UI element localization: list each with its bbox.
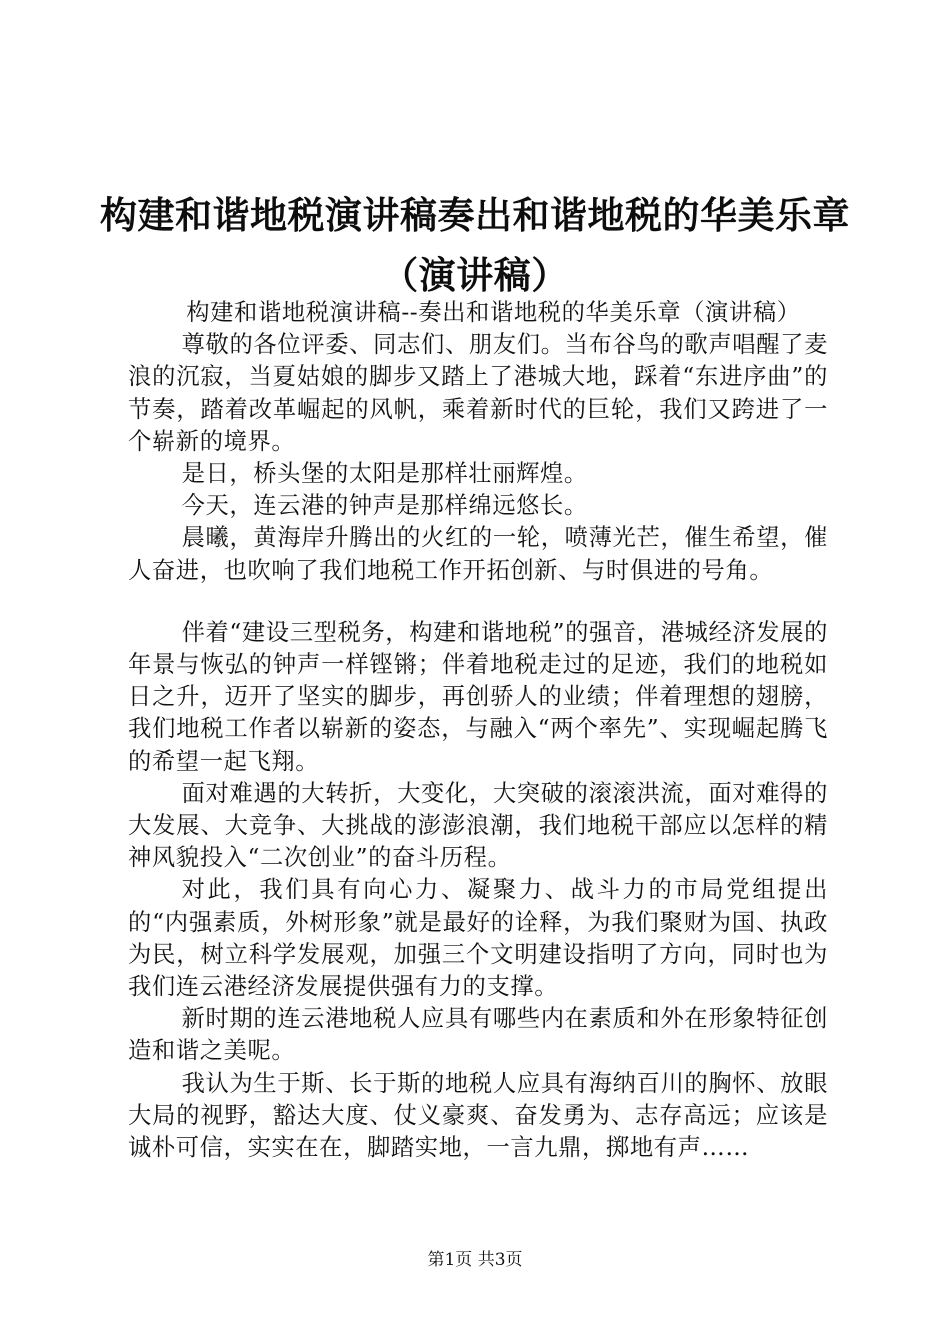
paragraph: 伴着“建设三型税务，构建和谐地税”的强音，港城经济发展的年景与恢弘的钟声一样铿锵；伴着地税走过的足迹，我们的地税如日之升，迈开了坚实的脚步，再创骄人的业绩；伴着理想的翅膀，我们地税工作者以崭新的姿态，与融入“两个率先”、实现崛起腾飞的希望一起飞翔。 bbox=[128, 618, 828, 775]
document-title: 构建和谐地税演讲稿奏出和谐地税的华美乐章 bbox=[100, 194, 850, 237]
paragraph: 面对难遇的大转折，大变化，大突破的滚滚洪流，面对难得的大发展、大竞争、大挑战的澎澎浪潮，我们地税干部应以怎样的精神风貌投入“二次创业”的奋斗历程。 bbox=[128, 779, 828, 872]
document-subtitle: （演讲稿） bbox=[381, 254, 569, 297]
paragraph: 今天，连云港的钟声是那样绵远悠长。 bbox=[181, 492, 588, 520]
paragraph: 对此，我们具有向心力、凝聚力、战斗力的市局党组提出的“内强素质，外树形象”就是最好的诠释，为我们聚财为国、执政为民，树立科学发展观，加强三个文明建设指明了方向，同时也为我们连云港经济发展提供强有力的支撑。 bbox=[128, 876, 828, 1001]
paragraph: 新时期的连云港地税人应具有哪些内在素质和外在形象特征创造和谐之美呢。 bbox=[128, 1005, 828, 1065]
paragraph: 尊敬的各位评委、同志们、朋友们。当布谷鸟的歌声唱醒了麦浪的沉寂，当夏姑娘的脚步又踏上了港城大地，踩着“东进序曲”的节奏，踏着改革崛起的风帆，乘着新时代的巨轮，我们又跨进了一个崭新的境界。 bbox=[128, 331, 828, 455]
paragraph: 我认为生于斯、长于斯的地税人应具有海纳百川的胸怀、放眼大局的视野，豁达大度、仗义豪爽、奋发勇为、志存高远；应该是诚朴可信，实实在在，脚踏实地，一言九鼎，掷地有声…… bbox=[128, 1069, 828, 1162]
paragraph: 构建和谐地税演讲稿--奏出和谐地税的华美乐章（演讲稿） bbox=[186, 299, 801, 326]
paragraph: 是日，桥头堡的太阳是那样壮丽辉煌。 bbox=[181, 460, 588, 488]
paragraph-gap bbox=[128, 587, 828, 617]
paragraph: 晨曦，黄海岸升腾出的火红的一轮，喷薄光芒，催生希望，催人奋进，也吹响了我们地税工作开拓创新、与时俱进的号角。 bbox=[128, 524, 828, 584]
document-body bbox=[128, 297, 828, 1164]
page-footer: 第1页 共3页 bbox=[427, 1250, 523, 1270]
